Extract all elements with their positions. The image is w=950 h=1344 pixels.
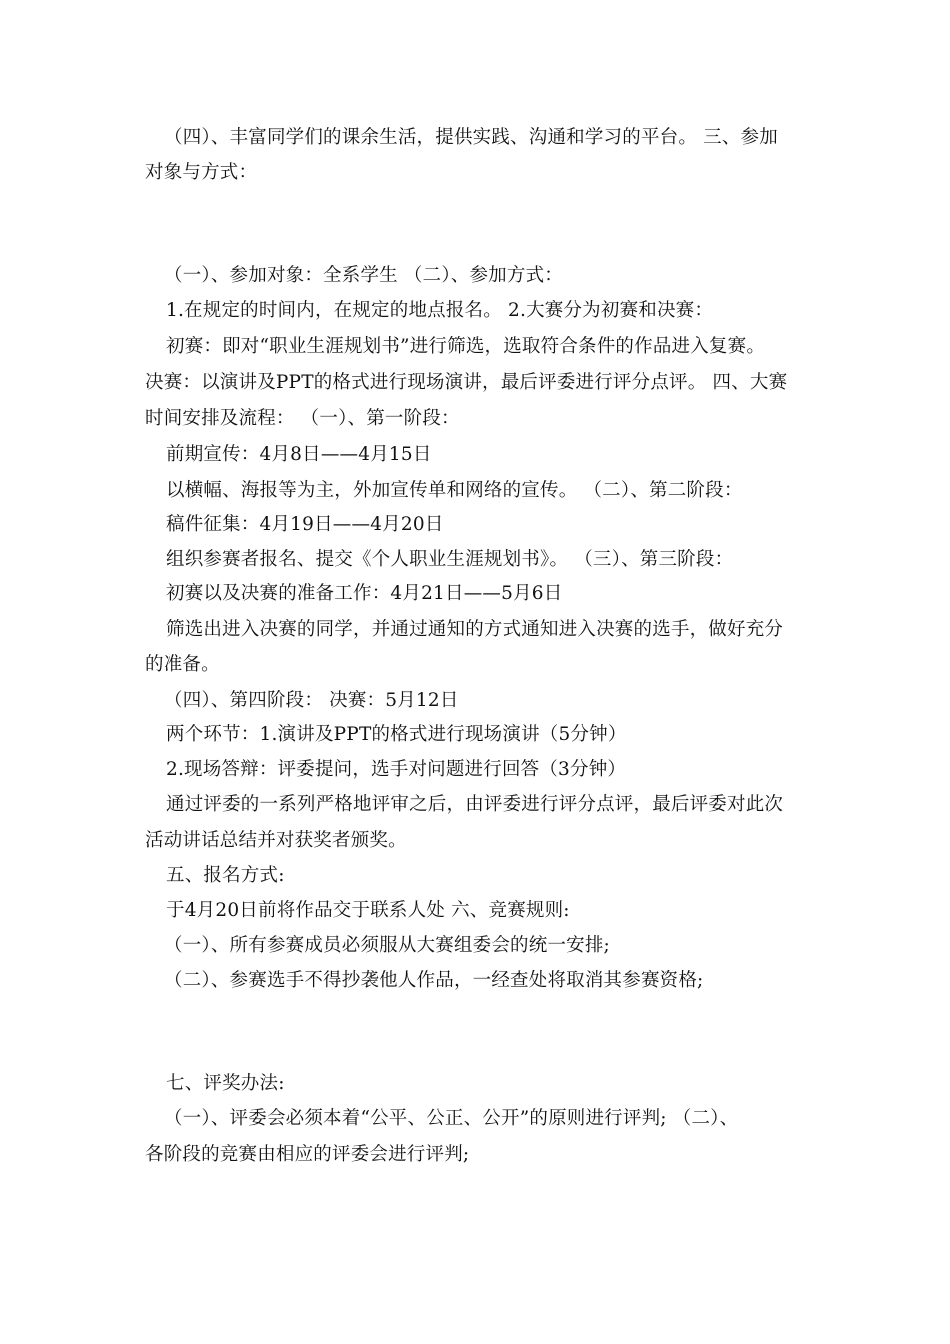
paragraph-line: （二）、参赛选手不得抄袭他人作品，一经查处将取消其参赛资格; (164, 970, 704, 991)
paragraph-line: （一）、参加对象：全系学生 （二）、参加方式： (164, 265, 563, 286)
paragraph-line: 五、报名方式: (166, 865, 285, 886)
paragraph-line: 两个环节：1.演讲及PPT的格式进行现场演讲（5分钟） (166, 724, 627, 745)
paragraph-line: 前期宣传：4月8日——4月15日 (166, 444, 432, 465)
paragraph-line: （四）、丰富同学们的课余生活，提供实践、沟通和学习的平台。 三、参加 (164, 127, 778, 148)
paragraph-line: 初赛以及决赛的准备工作：4月21日——5月6日 (166, 583, 563, 604)
paragraph-line: 1.在规定的时间内，在规定的地点报名。 2.大赛分为初赛和决赛： (166, 300, 714, 321)
paragraph-line: 于4月20日前将作品交于联系人处 六、竞赛规则: (166, 900, 570, 921)
paragraph-line: 筛选出进入决赛的同学，并通过通知的方式通知进入决赛的选手，做好充分 (166, 619, 784, 640)
paragraph-line: （一）、评委会必须本着“公平、公正、公开”的原则进行评判; （二）、 (164, 1108, 739, 1129)
paragraph-line: 决赛：以演讲及PPT的格式进行现场演讲，最后评委进行评分点评。 四、大赛 (145, 372, 788, 393)
paragraph-line: 初赛：即对“职业生涯规划书”进行筛选，选取符合条件的作品进入复赛。 (166, 336, 766, 357)
section-heading: 七、评奖办法: (166, 1073, 285, 1094)
paragraph-line: 通过评委的一系列严格地评审之后，由评委进行评分点评，最后评委对此次 (166, 794, 784, 815)
paragraph-line: 活动讲话总结并对获奖者颁奖。 (145, 830, 407, 851)
paragraph-line: 稿件征集：4月19日——4月20日 (166, 514, 444, 535)
paragraph-line: 以横幅、海报等为主，外加宣传单和网络的宣传。 （二）、第二阶段： (166, 480, 743, 501)
paragraph-line: （一）、所有参赛成员必须服从大赛组委会的统一安排; (164, 935, 610, 956)
paragraph-line: 时间安排及流程： （一）、第一阶段： (145, 408, 460, 429)
paragraph-line: （四）、第四阶段： 决赛：5月12日 (164, 690, 459, 711)
paragraph-line: 组织参赛者报名、提交《个人职业生涯规划书》。 （三）、第三阶段： (166, 549, 734, 570)
paragraph-line: 的准备。 (145, 654, 220, 675)
paragraph-line: 各阶段的竞赛由相应的评委会进行评判; (145, 1144, 470, 1165)
paragraph-line: 对象与方式： (145, 162, 258, 183)
paragraph-line: 2.现场答辩：评委提问，选手对问题进行回答（3分钟） (166, 759, 627, 780)
